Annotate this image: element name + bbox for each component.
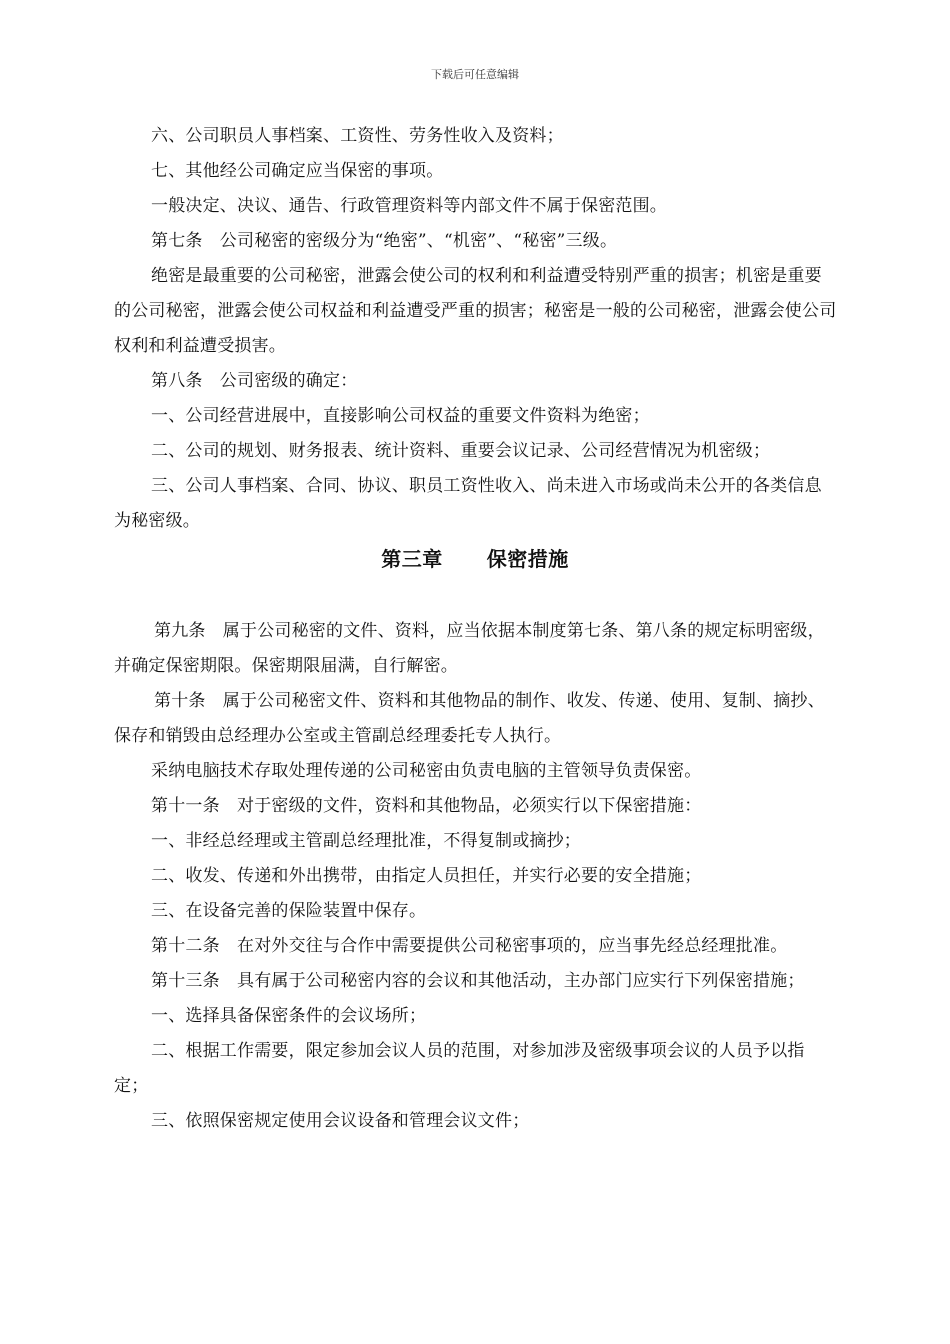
paragraph: 一、非经总经理或主管副总经理批准，不得复制或摘抄； (151, 831, 581, 851)
chapter-title: 保密措施 (486, 547, 569, 571)
paragraph: 一般决定、决议、通告、行政管理资料等内部文件不属于保密范围。 (151, 196, 667, 216)
paragraph: 七、其他经公司确定应当保密的事项。 (151, 161, 444, 181)
article-11-paragraph: 第十一条 对于密级的文件，资料和其他物品，必须实行以下保密措施： (151, 796, 702, 816)
paragraph: 三、依照保密规定使用会议设备和管理会议文件； (151, 1111, 530, 1131)
paragraph: 三、公司人事档案、合同、协议、职员工资性收入、尚未进入市场或尚未公开的各类信息为秘密级。 (114, 476, 822, 531)
paragraph: 一、选择具备保密条件的会议场所； (151, 1006, 427, 1026)
chapter-heading (0, 543, 950, 572)
article-9-paragraph: 第九条 属于公司秘密的文件、资料，应当依据本制度第七条、第八条的规定标明密级，并确定保密期限。保密期限届满，自行解密。 (114, 621, 825, 676)
article-13-paragraph: 第十三条 具有属于公司秘密内容的会议和其他活动，主办部门应实行下列保密措施； (151, 971, 805, 991)
paragraph: 二、公司的规划、财务报表、统计资料、重要会议记录、公司经营情况为机密级； (151, 441, 771, 461)
paragraph: 二、根据工作需要，限定参加会议人员的范围，对参加涉及密级事项会议的人员予以指定； (114, 1041, 805, 1096)
paragraph: 采纳电脑技术存取处理传递的公司秘密由负责电脑的主管领导负责保密。 (151, 761, 702, 781)
paragraph: 绝密是最重要的公司秘密，泄露会使公司的权利和利益遭受特别严重的损害；机密是重要的公司秘密，泄露会使公司权益和利益遭受严重的损害；秘密是一般的公司秘密，泄露会使公司权利和利益遭受损害。 (114, 266, 837, 356)
article-12-paragraph: 第十二条 在对外交往与合作中需要提供公司秘密事项的，应当事先经总经理批准。 (151, 936, 788, 956)
article-8-paragraph: 第八条 公司密级的确定： (151, 371, 358, 391)
body-section-lower (114, 614, 838, 1139)
article-10-paragraph: 第十条 属于公司秘密文件、资料和其他物品的制作、收发、传递、使用、复制、摘抄、保存和销毁由总经理办公室或主管副总经理委托专人执行。 (114, 691, 825, 746)
paragraph: 三、在设备完善的保险装置中保存。 (151, 901, 427, 921)
paragraph: 六、公司职员人事档案、工资性、劳务性收入及资料； (151, 126, 564, 146)
paragraph: 二、收发、传递和外出携带，由指定人员担任，并实行必要的安全措施； (151, 866, 702, 886)
chapter-number: 第三章 (381, 547, 443, 571)
article-7-paragraph: 第七条 公司秘密的密级分为“绝密”、“机密”、“秘密”三级。 (151, 231, 618, 251)
paragraph: 一、公司经营进展中，直接影响公司权益的重要文件资料为绝密； (151, 406, 650, 426)
body-section-upper (114, 119, 838, 539)
header-note: 下载后可任意编辑 (431, 68, 519, 81)
